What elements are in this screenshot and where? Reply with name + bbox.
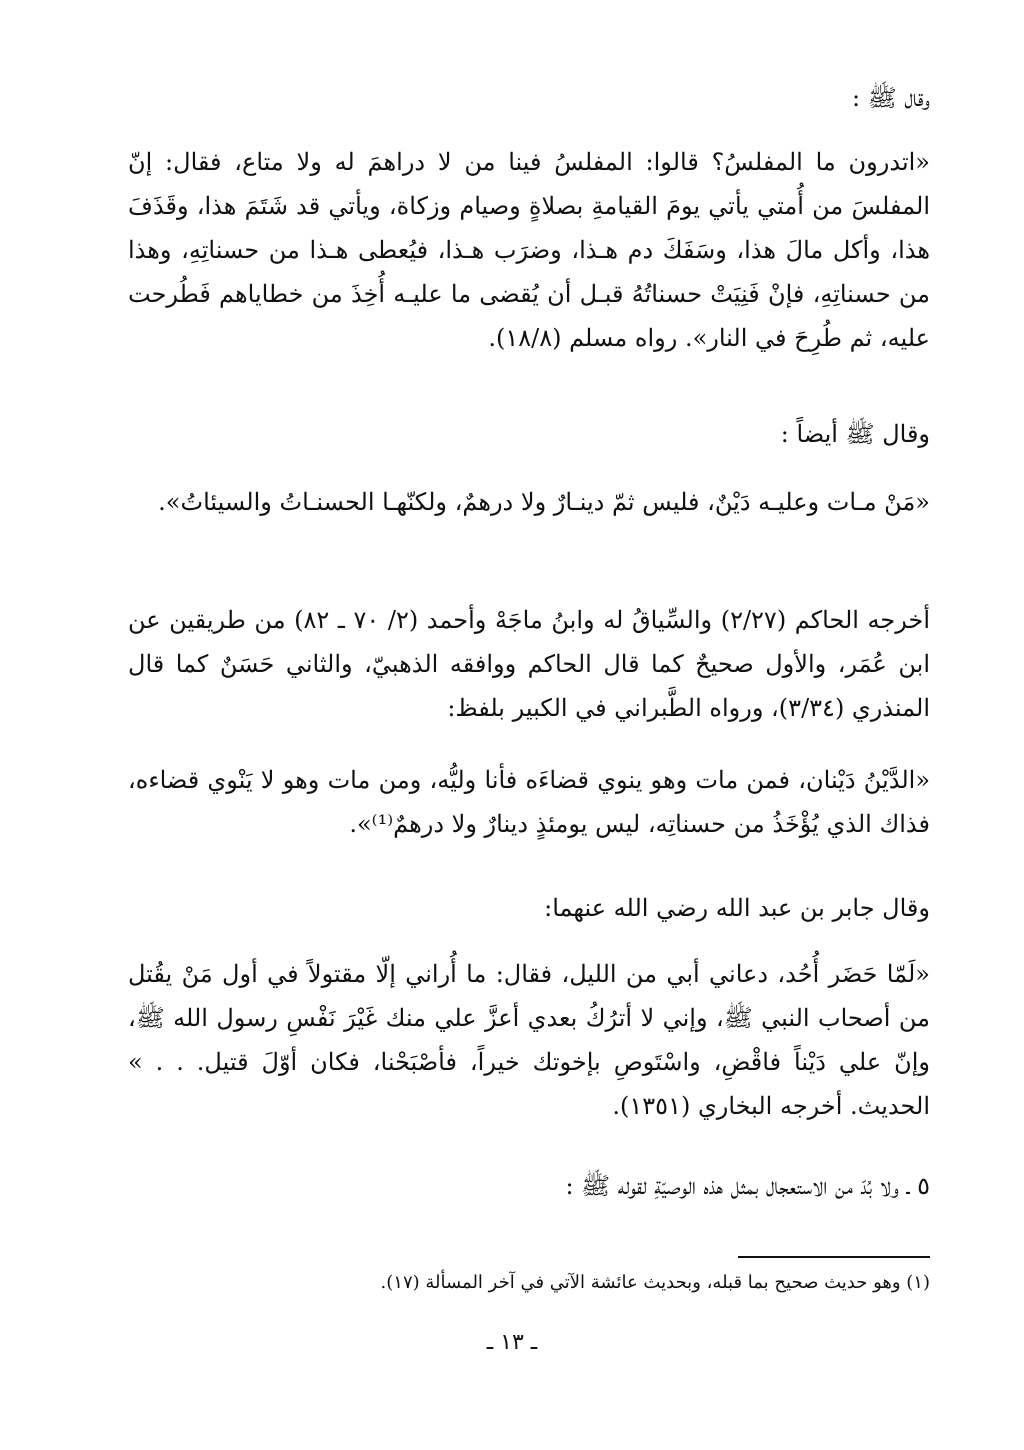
hadith-debt-paragraph: «مَنْ مـات وعليـه دَيْنٌ، فليس ثمّ دينـارٌ ولا درهمٌ، ولكنّهـا الحسنـاتُ والسيئاتُ». [158, 488, 930, 516]
takhrij-paragraph: أخرجه الحاكم (٢/٢٧) والسِّياقُ له وابنُ ماجَهْ وأحمد (٢/ ٧٠ ـ ٨٢) من طريقين عن ابن عُمَر، والأول صحيحٌ كما قال الحاكم ووافقه الذهبيّ، والثاني حَسَنٌ كما قال المنذري (٣/٣٤)، ورواه الطَّبراني في الكبير بلفظ: [128, 606, 930, 722]
intro-line-prophet-said: وقال ﷺ : [852, 84, 930, 112]
footnote-divider [738, 1256, 930, 1258]
hadith-muflis-paragraph: «اتدرون ما المفلسُ؟ قالوا: المفلسُ فينا من لا دراهمَ له ولا متاع، فقال: إنّ المفلسَ من أُمتي يأتي يومَ القيامةِ بصلاةٍ وصيام وزكاة، ويأتي قد شَتَمَ هذا، وقَذَفَ هذا، وأكل مالَ هذا، وسَفَكَ دم هـذا، وضرَب هـذا، فيُعطى هـذا من حسناتِهِ، وهذا من حسناتِهِ، فإنْ فَنِيَتْ حسناتُهُ قبـل أن يُقضى ما عليـه أُخِذَ من خطاياهم فَطُرحت عليه، ثم طُرِحَ في النار». رواه مسلم (١٨/٨). [128, 148, 930, 352]
intro-line-prophet-said-also: وقال ﷺ أيضاً : [780, 420, 930, 448]
hadith-uhud-paragraph: «لَمّا حَضَر أُحُد، دعاني أبي من الليل، فقال: ما أُراني إلّا مقتولاً في أول مَنْ يقُتل من أصحاب النبي ﷺ، وإني لا أترُكُ بعدي أعزَّ علي منك غَيْرَ نَفْسِ رسول الله ﷺ، وإنّ علي دَيْناً فاقْضِ، واسْتَوصِ بإخوتك خيراً، فأصْبَحْنا، فكان أوّلَ قتيل. . . » الحديث. أخرجه البخاري (١٣٥١). [128, 960, 930, 1120]
footnote-text: (١) وهو حديث صحيح بما قبله، وبحديث عائشة الآتي في آخر المسألة (١٧). [380, 1272, 930, 1293]
point-five-line: ٥ ـ ولا بُدّ من الاستعجال بمثل هذه الوصيّةِ لقوله ﷺ : [565, 1172, 930, 1200]
intro-line-jabir-said: وقال جابر بن عبد الله رضي الله عنهما: [544, 894, 930, 922]
page-number: ـ ١٣ ـ [486, 1330, 538, 1355]
hadith-two-debts-paragraph: «الدَّيْنُ دَيْنان، فمن مات وهو ينوي قضاءَه فأنا وليُّه، ومن مات وهو لا يَنْوي قضاءه، فذاك الذي يُؤْخَذُ من حسناتِه، ليس يومئذٍ دينارٌ ولا درهمٌ⁽¹⁾». [128, 766, 930, 838]
